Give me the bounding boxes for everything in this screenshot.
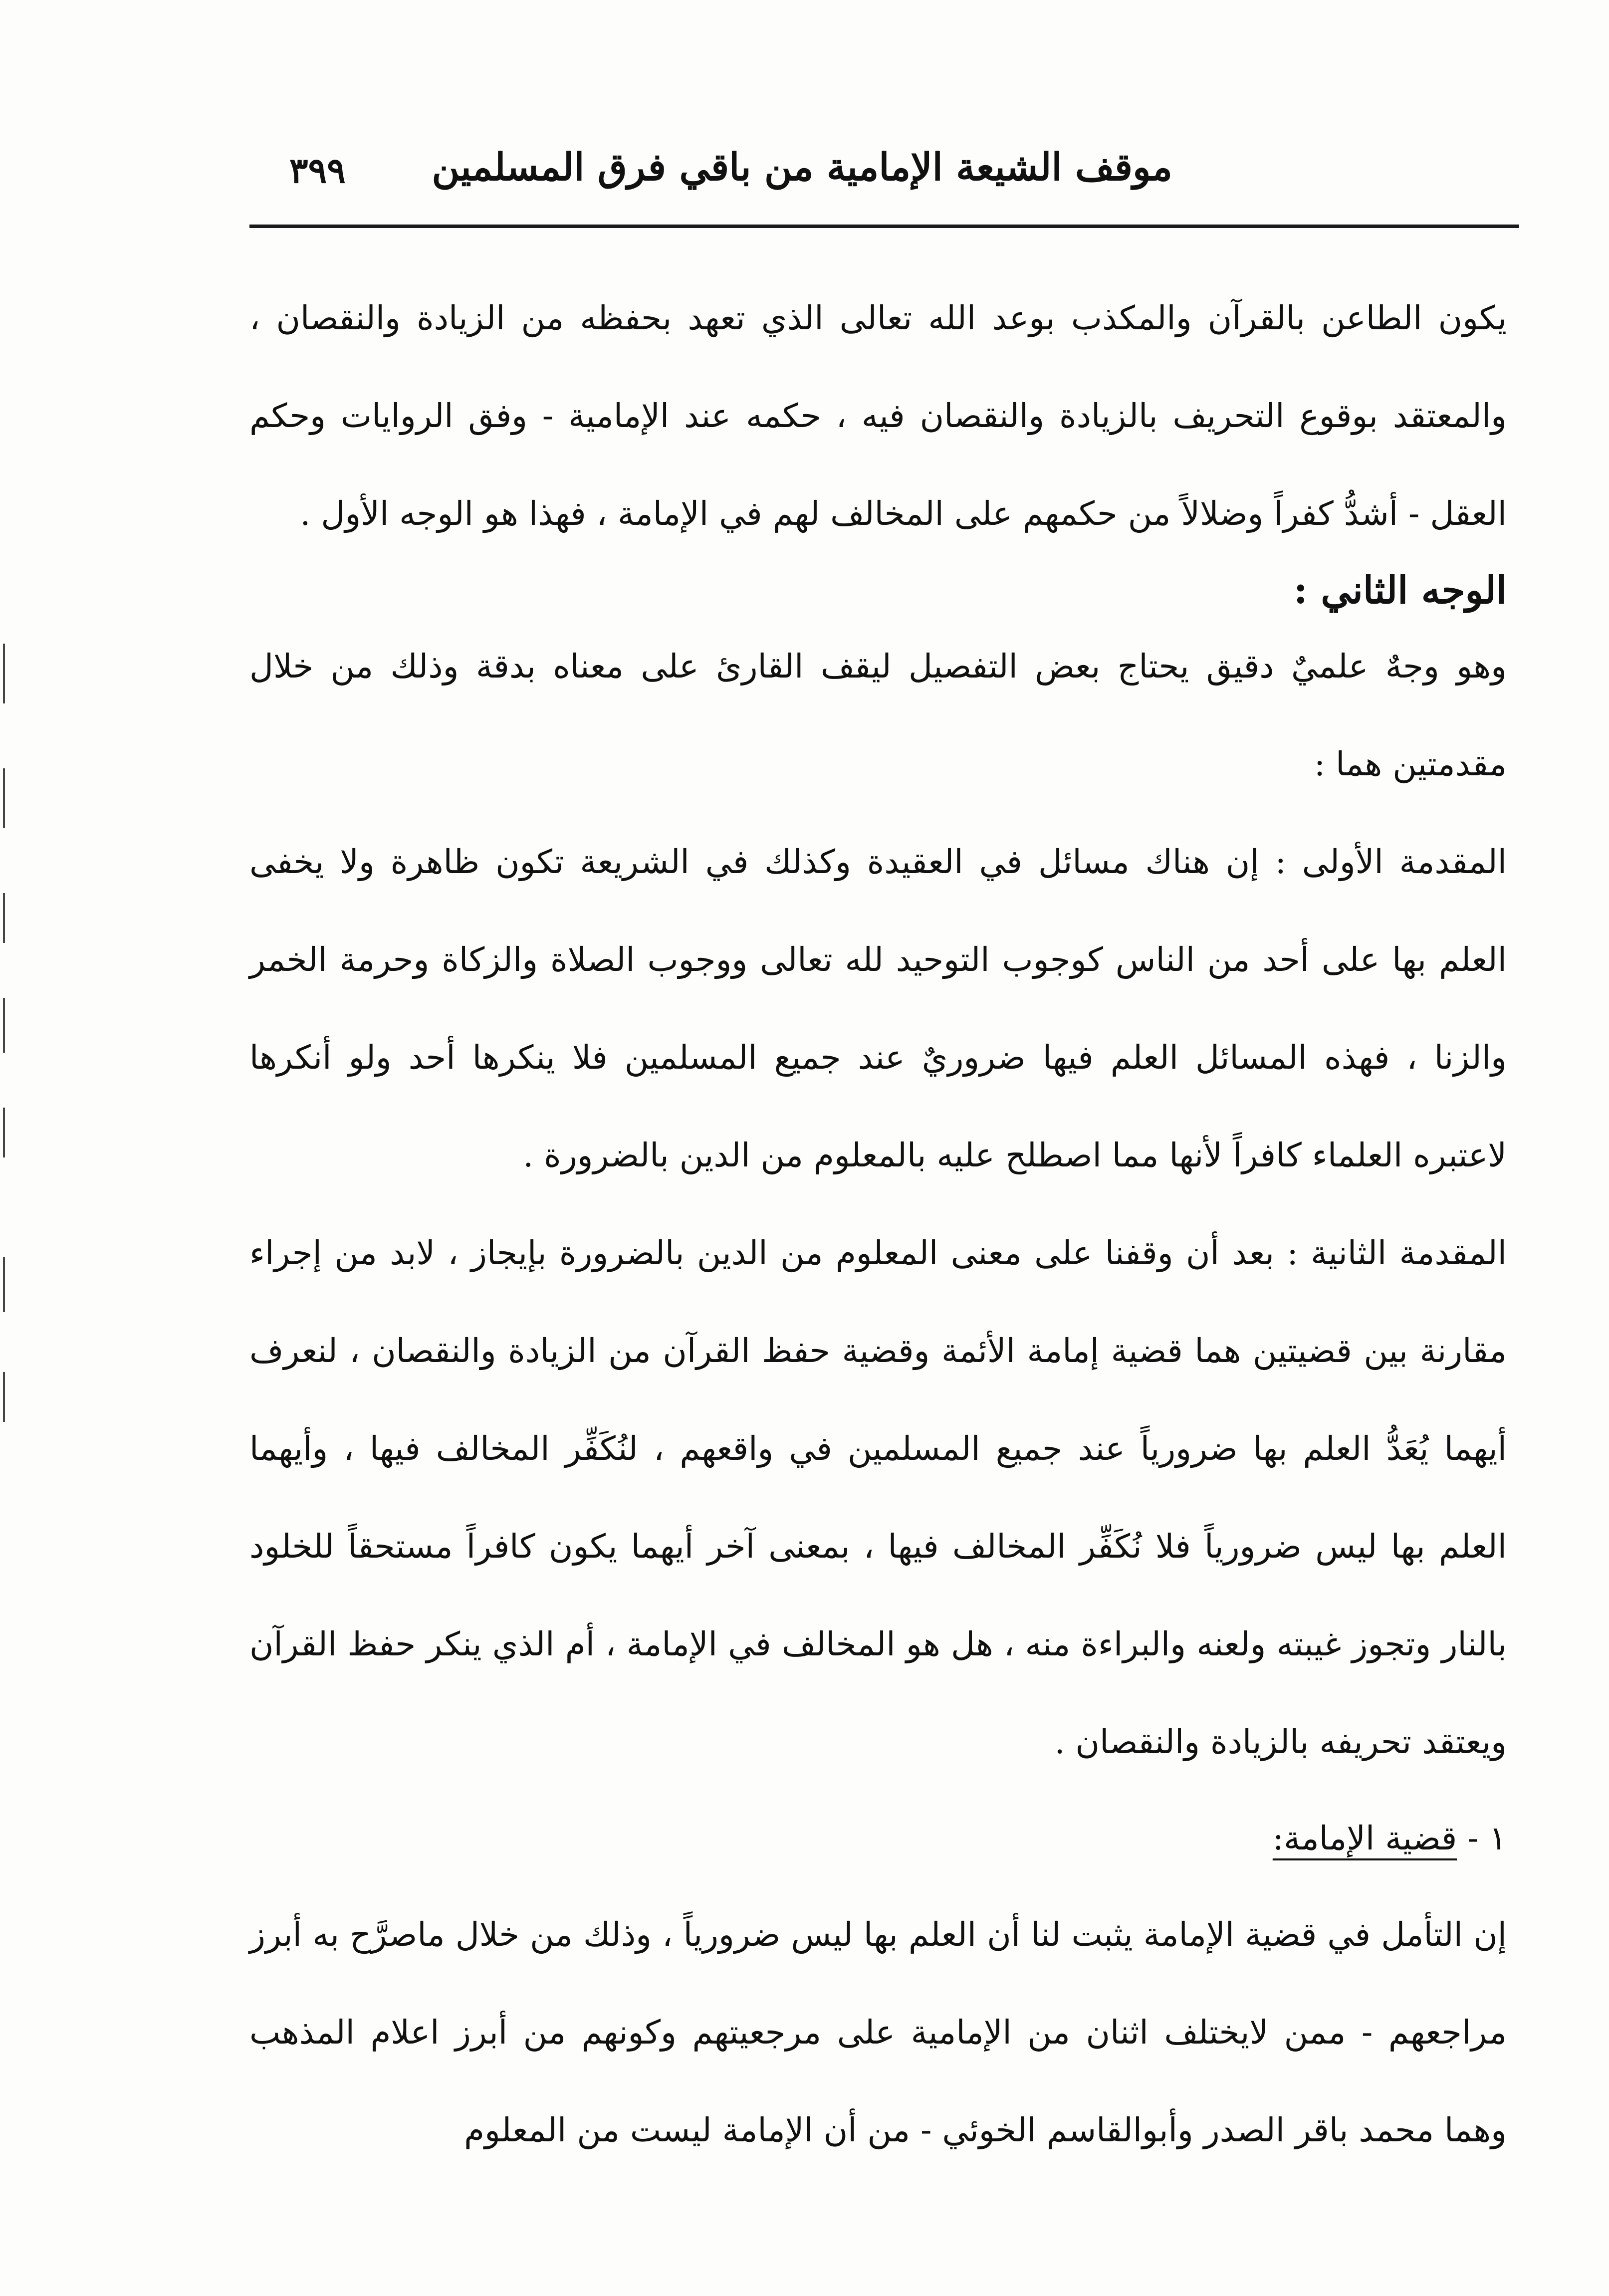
subsection-title: قضية الإمامة: [1272,1819,1457,1857]
imamate-subheading [249,1791,1507,1886]
scan-edge-tick [3,998,5,1053]
second-premise-paragraph [249,1204,1507,1791]
scan-edge-tick [3,1108,5,1157]
header-rule [249,225,1519,228]
first-premise-paragraph [249,813,1507,1204]
scan-edge-tick [3,1372,5,1422]
second-aspect-paragraph: وهو وجهٌ علميٌ دقيق يحتاج بعض التفصيل ليقف القارئ على معناه بدقة وذلك من خلال مقدمتين هما : [249,647,1507,783]
imamate-paragraph: إن التأمل في قضية الإمامة يثبت لنا أن العلم بها ليس ضرورياً ، وذلك من خلال ماصرَّح به أبرز مراجعهم - ممن لايختلف اثنان من الإمامية على مرجعيتهم وكونهم من أبرز اعلام المذهب وهما محمد باقر الصدر وأبوالقاسم الخوئي - من أن الإمامة ليست من المعلوم [249,1915,1507,2149]
subsection-number: ١ - [1467,1819,1507,1857]
first-premise-label: المقدمة الأولى : [1275,843,1507,881]
second-premise-text: بعد أن وقفنا على معنى المعلوم من الدين بالضرورة بإيجاز ، لابد من إجراء مقارنة بين قضيتين هما قضية إمامة الأئمة وقضية حفظ القرآن من الزيادة والنقصان ، لنعرف أيهما يُعَدُّ العلم بها ضرورياً عند جميع المسلمين في واقعهم ، لنُكَفِّر المخالف فيها ، وأيهما العلم بها ليس ضرورياً فلا نُكَفِّر المخالف فيها ، بمعنى آخر أيهما يكون كافراً مستحقاً للخلود بالنار وتجوز غيبته ولعنه والبراءة منه ، هل هو المخالف في الإمامة ، أم الذي ينكر حفظ القرآن ويعتقد تحريفه بالزيادة والنقصان . [249,1234,1507,1761]
second-aspect-heading: الوجه الثاني : [1293,568,1507,612]
page-header [249,125,1522,225]
second-premise-label: المقدمة الثانية : [1287,1234,1507,1272]
running-title: موقف الشيعة الإمامية من باقي فرق المسلمين [432,145,1172,189]
scan-edge-marks [0,0,10,2296]
scan-edge-tick [3,644,5,703]
page-body [249,269,1507,2179]
scan-edge-tick [3,1257,5,1312]
scan-edge-tick [3,893,5,943]
intro-paragraph: يكون الطاعن بالقرآن والمكذب بوعد الله تعالى الذي تعهد بحفظه من الزيادة والنقصان ، والمعتقد بوقوع التحريف بالزيادة والنقصان فيه ، حكمه عند الإمامية - وفق الروايات وحكم العقل - أشدُّ كفراً وضلالاً من حكمهم على المخالف لهم في الإمامة ، فهذا هو الوجه الأول . [249,299,1507,533]
first-premise-text: إن هناك مسائل في العقيدة وكذلك في الشريعة تكون ظاهرة ولا يخفى العلم بها على أحد من الناس كوجوب التوحيد لله تعالى ووجوب الصلاة والزكاة وحرمة الخمر والزنا ، فهذه المسائل العلم فيها ضروريٌ عند جميع المسلمين فلا ينكرها أحد ولو أنكرها لاعتبره العلماء كافراً لأنها مما اصطلح عليه بالمعلوم من الدين بالضرورة . [249,843,1507,1174]
page-number: ٣٩٩ [289,150,346,191]
scan-edge-tick [3,768,5,828]
